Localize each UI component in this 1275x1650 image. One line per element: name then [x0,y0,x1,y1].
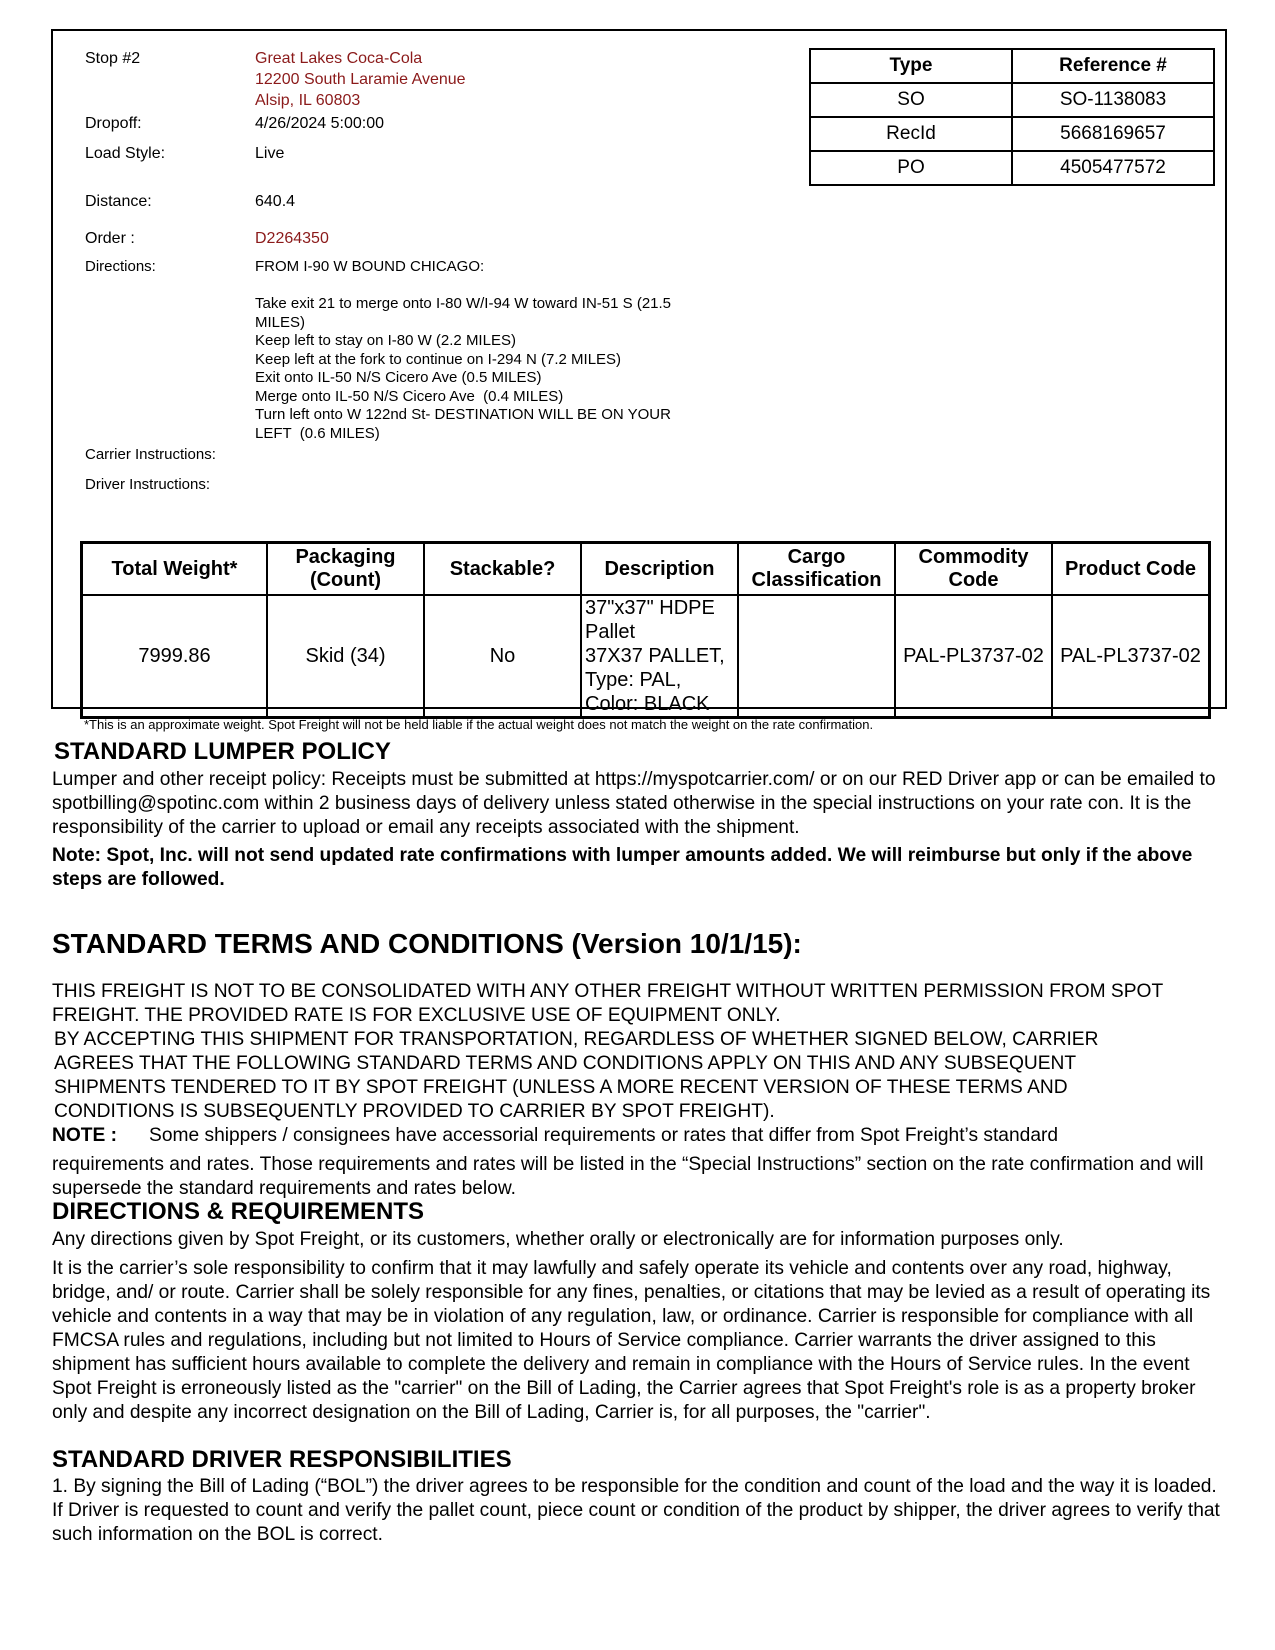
directions-line: Merge onto IL-50 N/S Cicero Ave (0.4 MILES) [255,387,564,405]
dropoff-label: Dropoff: [85,115,142,132]
directions-label: Directions: [85,258,156,275]
load-style-label: Load Style: [85,145,166,162]
packaging-cell: Skid (34) [267,595,424,718]
commodity-code-cell: PAL-PL3737-02 [895,595,1052,718]
description-line: Pallet [585,621,636,643]
terms-note [52,1124,1232,1148]
description-line: Color: BLACK [585,693,710,715]
reference-type: PO [810,151,1012,185]
lumper-body: Lumper and other receipt policy: Receipts must be submitted at https://myspotcarrier.com/ or on our RED Driver app or can be emailed to spotbilling@spotinc.com within 2 business days of delivery unless stated otherwise in the special instructions on your rate con. It is the responsibility of the carrier to upload or email any receipts associated with the shipment. [52,769,1216,838]
stop-company: Great Lakes Coca-Cola [255,50,423,67]
reference-table [809,48,1215,186]
terms-note-label: NOTE : [52,1125,118,1146]
table-row [810,83,1214,117]
header-commodity-code: Commodity Code [895,543,1052,596]
terms-paragraph-2: BY ACCEPTING THIS SHIPMENT FOR TRANSPORTATION, REGARDLESS OF WHETHER SIGNED BELOW, CARRIER AGREES THAT THE FOLLOWING STANDARD TERMS AND CONDITIONS APPLY ON THIS AND ANY SUBSEQUENT SHIPMENTS TENDERED TO IT BY SPOT FREIGHT (UNLESS A MORE RECENT VERSION OF THESE TERMS AND CONDITIONS IS SUBSEQUENTLY PROVIDED TO CARRIER BY SPOT FREIGHT). [54,1029,1099,1122]
dropoff-value: 4/26/2024 5:00:00 [255,115,385,132]
distance-value: 640.4 [255,193,296,210]
lumper-heading: STANDARD LUMPER POLICY [54,738,391,765]
cargo-table [80,541,1211,719]
reference-header-type: Type [810,49,1012,83]
header-cargo-classification: Cargo Classification [738,543,895,596]
total-weight-cell: 7999.86 [82,595,268,718]
directions-requirements-paragraph-1: Any directions given by Spot Freight, or its customers, whether orally or electronically are for information purposes only. [52,1229,1064,1250]
cargo-classification-cell [738,595,895,718]
weight-footnote: *This is an approximate weight. Spot Freight will not be held liable if the actual weight does not match the weight on the rate confirmation. [84,717,874,732]
directions-line: Turn left onto W 122nd St- DESTINATION WILL BE ON YOUR [255,406,671,423]
reference-number: 5668169657 [1012,117,1214,151]
table-row [82,595,1210,718]
driver-instructions-label: Driver Instructions: [85,476,211,493]
carrier-instructions-label: Carrier Instructions: [85,446,216,463]
directions-text [255,258,671,443]
stop-address-line2: Alsip, IL 60803 [255,92,361,109]
reference-header-number: Reference # [1012,49,1214,83]
reference-table-header [810,49,1214,83]
header-total-weight: Total Weight* [82,543,268,596]
terms-heading: STANDARD TERMS AND CONDITIONS (Version 10/1/15): [52,928,802,959]
order-label: Order : [85,230,135,247]
directions-line: MILES) [255,313,306,331]
header-description: Description [581,543,738,596]
reference-number: SO-1138083 [1012,83,1214,117]
directions-requirements-heading: DIRECTIONS & REQUIREMENTS [52,1198,425,1225]
directions-line [255,277,671,296]
table-row [810,117,1214,151]
terms-paragraph-1: THIS FREIGHT IS NOT TO BE CONSOLIDATED WITH ANY OTHER FREIGHT WITHOUT WRITTEN PERMISSION FROM SPOT FREIGHT. THE PROVIDED RATE IS FOR EXCLUSIVE USE OF EQUIPMENT ONLY. [52,981,1163,1026]
directions-line: Keep left at the fork to continue on I-294 N (7.2 MILES) [255,350,622,368]
reference-type: RecId [810,117,1012,151]
load-style-value: Live [255,145,285,162]
description-cell [581,595,738,718]
driver-responsibilities-paragraph-1: 1. By signing the Bill of Lading (“BOL”) the driver agrees to be responsible for the condition and count of the load and the way it is loaded. If Driver is requested to count and verify the pallet count, piece count or condition of the product by shipper, the driver agrees to verify that such information on the BOL is correct. [52,1476,1220,1545]
description-line: 37"x37" HDPE [585,597,715,619]
table-row [810,151,1214,185]
terms-note-continued: requirements and rates. Those requirements and rates will be listed in the “Special Instructions” section on the rate confirmation and will supersede the standard requirements and rates below. [52,1154,1204,1199]
directions-requirements-paragraph-2: It is the carrier’s sole responsibility to confirm that it may lawfully and safely operate its vehicle and contents over any road, highway, bridge, and/ or route. Carrier shall be solely responsible for any fines, penalties, or citations that may be levied as a result of operating its vehicle and contents in a way that may be in violation of any regulation, law, or ordinance. Carrier is responsible for compliance with all FMCSA rules and regulations, including but not limited to Hours of Service compliance. Carrier warrants the driver assigned to this shipment has sufficient hours available to complete the delivery and remain in compliance with the Hours of Service rules. In the event Spot Freight is erroneously listed as the "carrier" on the Bill of Lading, the Carrier agrees that Spot Freight's role is as a property broker only and despite any incorrect designation on the Bill of Lading, Carrier is, for all purposes, the "carrier". [52,1258,1211,1423]
product-code-cell: PAL-PL3737-02 [1052,595,1210,718]
description-line: Type: PAL, [585,669,682,691]
distance-label: Distance: [85,193,152,210]
reference-type: SO [810,83,1012,117]
directions-line: LEFT (0.6 MILES) [255,424,380,442]
stackable-cell: No [424,595,581,718]
lumper-note: Note: Spot, Inc. will not send updated rate confirmations with lumper amounts added. We will reimburse but only if the above steps are followed. [52,845,1193,890]
cargo-table-header [82,543,1210,596]
directions-line: Take exit 21 to merge onto I-80 W/I-94 W toward IN-51 S (21.5 [255,295,672,312]
directions-line: Exit onto IL-50 N/S Cicero Ave (0.5 MILES) [255,369,542,386]
directions-line: Keep left to stay on I-80 W (2.2 MILES) [255,332,516,349]
header-packaging: Packaging (Count) [267,543,424,596]
description-line: 37X37 PALLET, [585,645,725,667]
stop-address-line1: 12200 South Laramie Avenue [255,71,466,88]
driver-responsibilities-heading: STANDARD DRIVER RESPONSIBILITIES [52,1446,512,1473]
header-product-code: Product Code [1052,543,1210,596]
terms-note-first-line: Some shippers / consignees have accessorial requirements or rates that differ from Spot Freight’s standard [149,1125,1059,1146]
reference-number: 4505477572 [1012,151,1214,185]
directions-line: FROM I-90 W BOUND CHICAGO: [255,258,485,275]
stop-label: Stop #2 [85,50,141,67]
header-stackable: Stackable? [424,543,581,596]
order-value: D2264350 [255,230,329,247]
